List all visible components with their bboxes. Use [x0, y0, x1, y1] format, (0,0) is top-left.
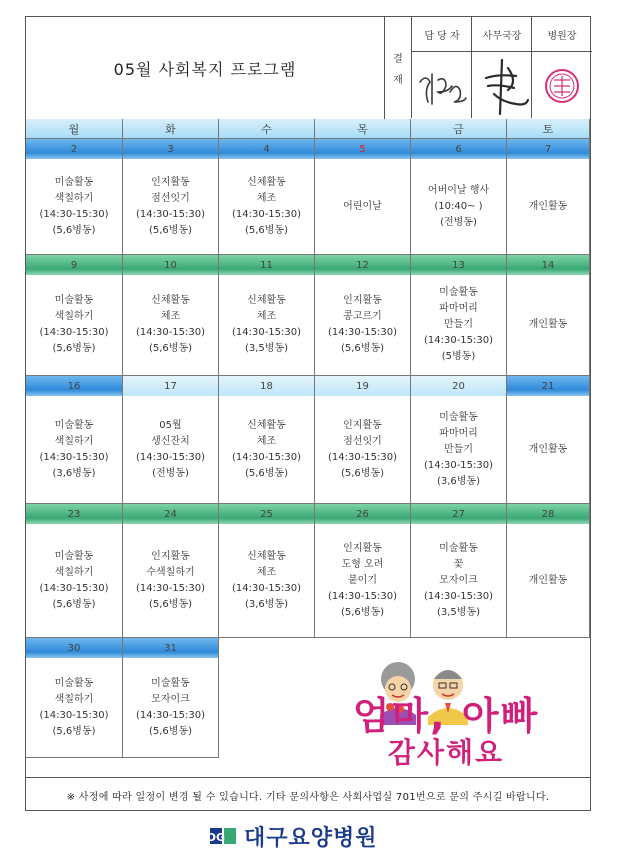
program-cell: 미술활동 색칠하기 (14:30-15:30) (5,6병동): [26, 658, 123, 758]
date-number: 20: [411, 376, 507, 396]
program-cell: 05월 생신잔치 (14:30-15:30) (전병동): [123, 396, 219, 504]
date-number: 14: [507, 255, 590, 275]
date-number: 9: [26, 255, 123, 275]
date-number: 11: [219, 255, 315, 275]
approval-col-president: [531, 17, 592, 118]
program-cell: 신체활동 체조 (14:30-15:30) (5,6병동): [219, 396, 315, 504]
date-number: 13: [411, 255, 507, 275]
approval-box: [384, 17, 591, 119]
date-number: 26: [315, 504, 411, 524]
signature-staff: [412, 52, 472, 118]
weekday-header: 화: [123, 119, 219, 139]
date-number: 3: [123, 139, 219, 159]
approval-col-staff: [411, 17, 472, 118]
greeting-line-2: 감사해요: [387, 736, 505, 769]
date-number: 17: [123, 376, 219, 396]
approval-role: 병원장: [532, 17, 592, 52]
program-cell: 미술활동 색칠하기 (14:30-15:30) (3,6병동): [26, 396, 123, 504]
date-number: 18: [219, 376, 315, 396]
red-seal-icon: [532, 52, 592, 118]
handwritten-signature-icon: [412, 52, 472, 118]
date-number: 23: [26, 504, 123, 524]
approval-role: 사무국장: [472, 17, 532, 52]
program-cell: 인지활동 도형 오려 붙이기 (14:30-15:30) (5,6병동): [315, 524, 411, 638]
program-cell: 인지활동 점선잇기 (14:30-15:30) (5,6병동): [315, 396, 411, 504]
date-number: 2: [26, 139, 123, 159]
date-number: 21: [507, 376, 590, 396]
program-cell: 신체활동 체조 (14:30-15:30) (3,6병동): [219, 524, 315, 638]
program-cell: 어버이날 행사 (10:40~ ) (전병동): [411, 159, 507, 255]
signature-director: [472, 52, 532, 118]
date-number: 10: [123, 255, 219, 275]
dg-logo-icon: [206, 822, 238, 850]
date-number: 19: [315, 376, 411, 396]
program-cell: 미술활동 파마머리 만들기 (14:30-15:30) (5병동): [411, 275, 507, 376]
program-cell: 신체활동 체조 (14:30-15:30) (5,6병동): [219, 159, 315, 255]
program-cell: 인지활동 점선잇기 (14:30-15:30) (5,6병동): [123, 159, 219, 255]
program-cell: 인지활동 수색칠하기 (14:30-15:30) (5,6병동): [123, 524, 219, 638]
program-cell: 미술활동 색칠하기 (14:30-15:30) (5,6병동): [26, 275, 123, 376]
weekday-header: 월: [26, 119, 123, 139]
handwritten-signature-icon: [472, 52, 532, 118]
date-number: 6: [411, 139, 507, 159]
date-number: 31: [123, 638, 219, 658]
program-cell: 인지활동 콩고르기 (14:30-15:30) (5,6병동): [315, 275, 411, 376]
page-title: 05월 사회복지 프로그램: [113, 59, 297, 79]
approval-col-director: [471, 17, 532, 118]
document-header: [26, 17, 590, 120]
program-cell: 개인활동: [507, 159, 590, 255]
program-cell: 개인활동: [507, 396, 590, 504]
program-cell: 미술활동 파마머리 만들기 (14:30-15:30) (3,6병동): [411, 396, 507, 504]
date-number: 30: [26, 638, 123, 658]
date-number: 4: [219, 139, 315, 159]
program-cell: 어린이날: [315, 159, 411, 255]
date-number: 28: [507, 504, 590, 524]
program-cell: 개인활동: [507, 275, 590, 376]
hospital-logo: [206, 816, 378, 856]
approval-label: [385, 17, 412, 118]
date-number: 12: [315, 255, 411, 275]
date-number: 16: [26, 376, 123, 396]
date-number: 25: [219, 504, 315, 524]
weekday-header: 토: [507, 119, 590, 139]
weekday-header: 수: [219, 119, 315, 139]
schedule-document: [25, 16, 591, 811]
program-cell: 미술활동 색칠하기 (14:30-15:30) (5,6병동): [26, 524, 123, 638]
notice-text: ※ 사정에 따라 일정이 변경 될 수 있습니다. 기타 문의사항은 사회사업실 701번으로 문의 주시길 바랍니다.: [26, 777, 590, 812]
date-number: 7: [507, 139, 590, 159]
approval-role: 담 당 자: [412, 17, 472, 52]
program-cell: 개인활동: [507, 524, 590, 638]
approval-label-bottom: 재: [393, 74, 403, 86]
program-cell: 미술활동 색칠하기 (14:30-15:30) (5,6병동): [26, 159, 123, 255]
logo-letter-d: DG: [206, 831, 226, 844]
program-cell: 미술활동 모자이크 (14:30-15:30) (5,6병동): [123, 658, 219, 758]
seal-president: [532, 52, 592, 118]
date-number: 24: [123, 504, 219, 524]
weekday-header: 금: [411, 119, 507, 139]
hospital-name: 대구요양병원: [244, 825, 378, 851]
date-number: 5: [315, 139, 411, 159]
weekday-header: 목: [315, 119, 411, 139]
date-number: 27: [411, 504, 507, 524]
program-cell: 미술활동 꽃 모자이크 (14:30-15:30) (3,5병동): [411, 524, 507, 638]
approval-label-top: 결: [393, 53, 403, 65]
program-cell: 신체활동 체조 (14:30-15:30) (3,5병동): [219, 275, 315, 376]
greeting-line-1: 엄마, 아빠: [352, 694, 540, 738]
program-cell: 신체활동 체조 (14:30-15:30) (5,6병동): [123, 275, 219, 376]
